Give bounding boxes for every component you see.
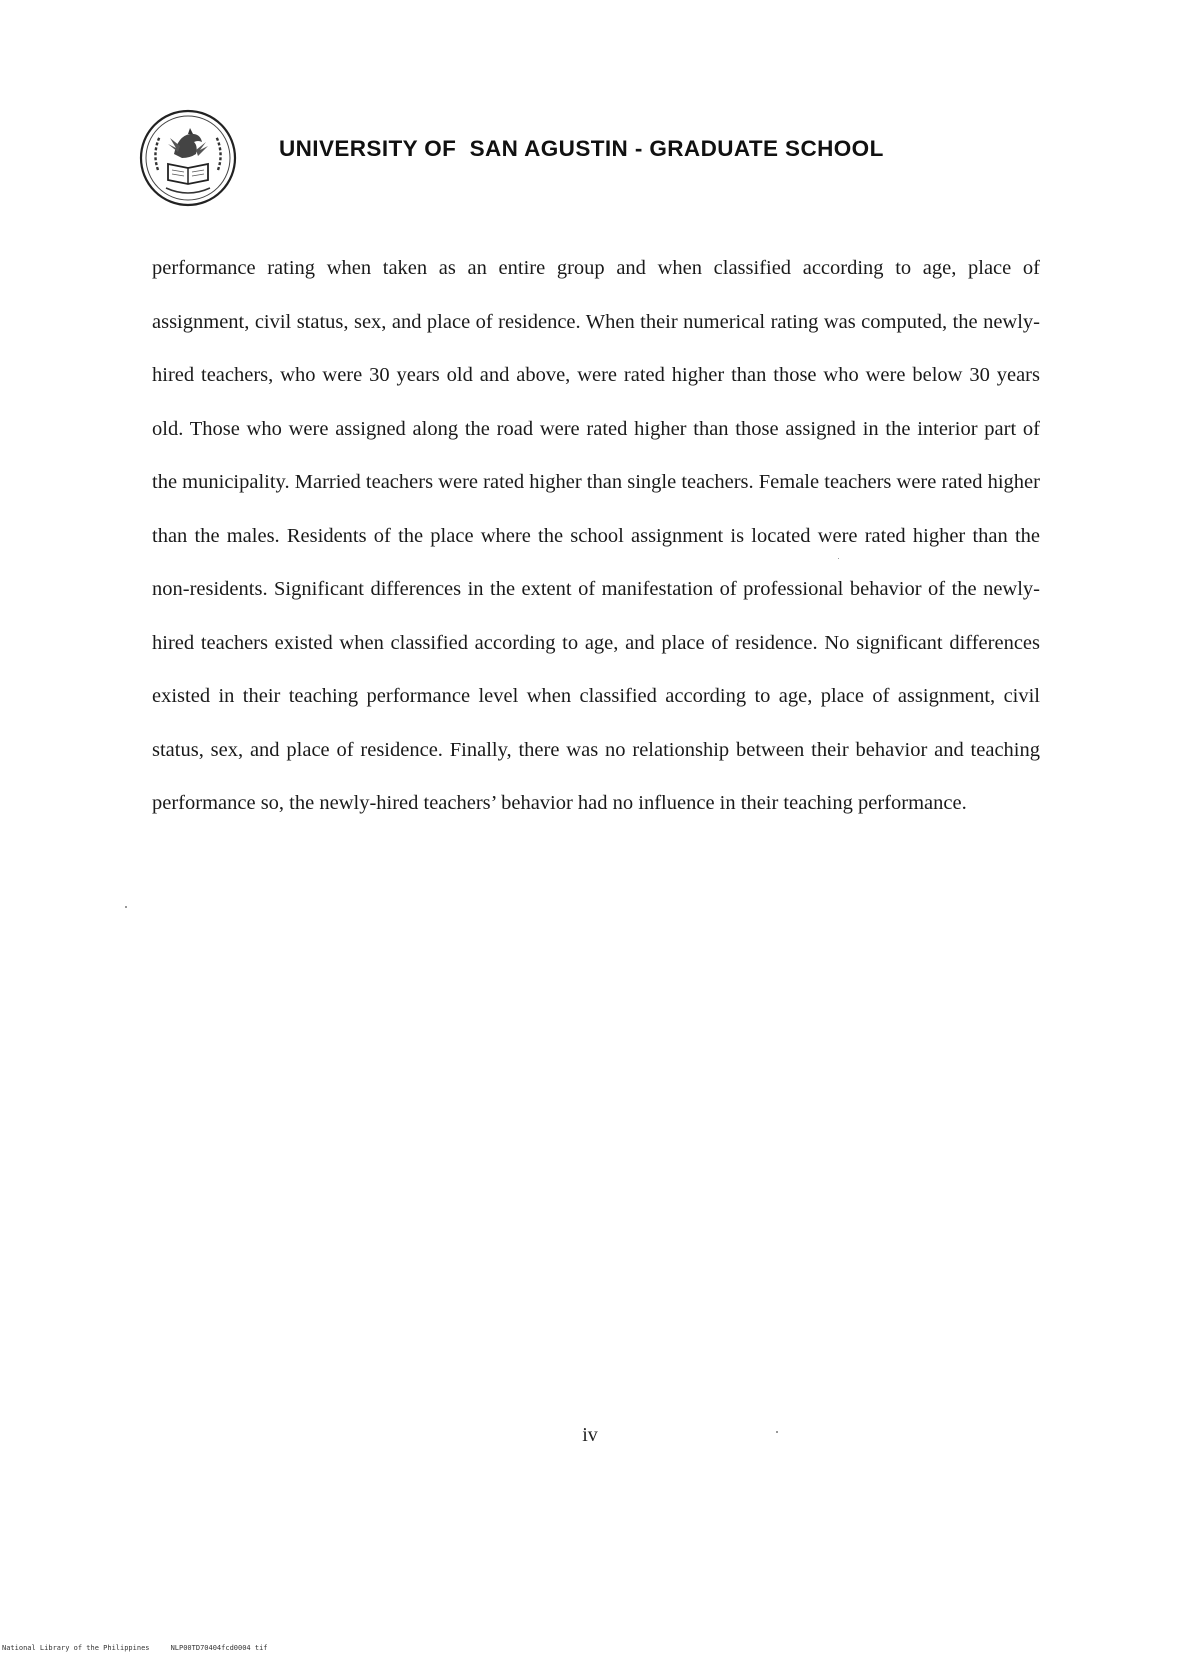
institution-header: UNIVERSITY OF SAN AGUSTIN - GRADUATE SCHOOL: [279, 136, 884, 161]
scan-speck: [125, 906, 127, 908]
university-seal-icon: [138, 108, 238, 208]
page-number: iv: [582, 1424, 598, 1446]
library-stamp: National Library of the Philippines NLP00TD70404fcd0004 tif: [2, 1644, 268, 1652]
scan-speck: [838, 558, 839, 559]
body-paragraph: performance rating when taken as an entire group and when classified according to age, place of assignment, civil status, sex, and place of residence. When their numerical rating was computed, the newly-hired teachers, who were 30 years old and above, were rated higher than those who were below 30 years old. Those who were assigned along the road were rated higher than those assigned in the interior part of the municipality. Married teachers were rated higher than single teachers. Female teachers were rated higher than the males. Residents of the place where the school assignment is located were rated higher than the non-residents. Significant differences in the extent of manifestation of professional behavior of the newly-hired teachers existed when classified according to age, and place of residence. No significant differences existed in their teaching performance level when classified according to age, place of assignment, civil status, sex, and place of residence. Finally, there was no relationship between their behavior and teaching performance so, the newly-hired teachers’ behavior had no influence in their teaching performance.: [152, 257, 1040, 814]
